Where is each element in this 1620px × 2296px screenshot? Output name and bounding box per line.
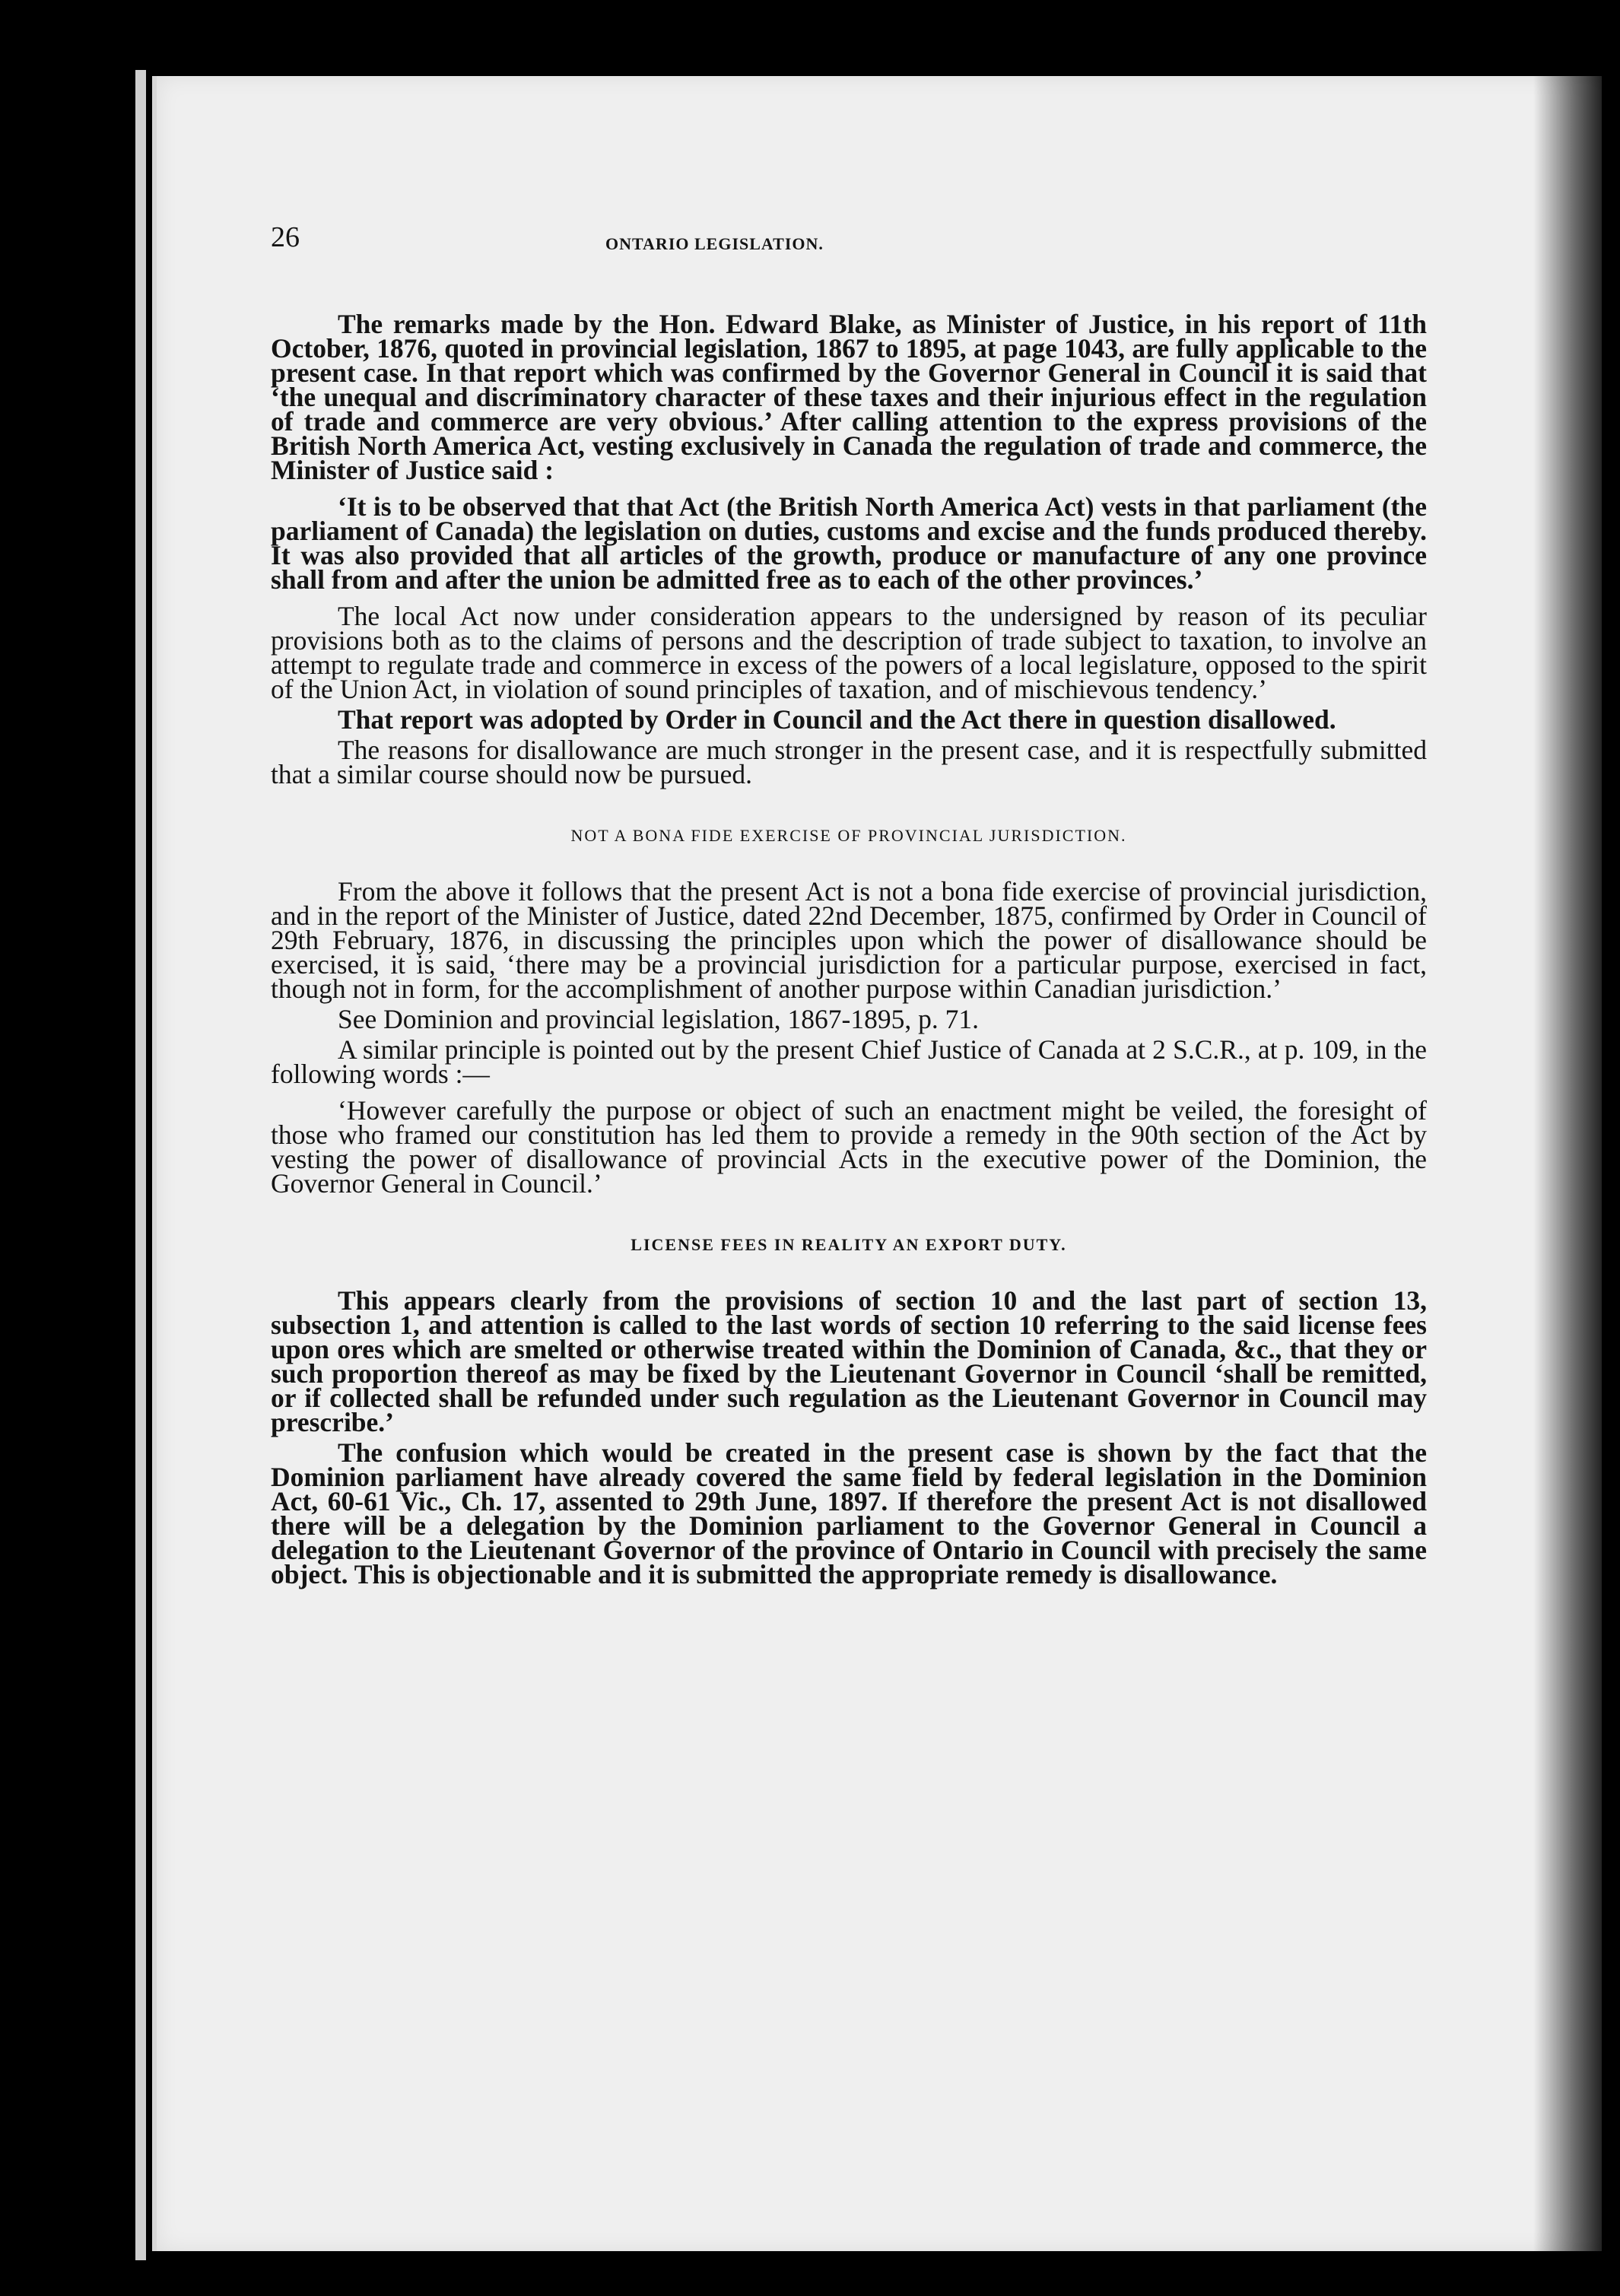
paragraph-blake-remarks: The remarks made by the Hon. Edward Blake, as Minister of Justice, in his report of 11th October, 1876, quoted in provincial legislation, 1867 to 1895, at page 1043, are fully applicable to the present case. In that report which was confirmed by the Governor General in Council it is said that ‘the unequal and discriminatory character of these taxes and their injurious effect in the regulation of trade and commerce are very obvious.’ After calling attention to the express provisions of the British North America Act, vesting exclusively in Canada the regulation of trade and commerce, the Minister of Justice said : bbox=[271, 309, 1427, 485]
paragraph-report-adopted: That report was adopted by Order in Council and the Act there in question disallowed. bbox=[338, 704, 1336, 735]
running-head bbox=[271, 221, 1427, 266]
paragraph-bona-fide: From the above it follows that the present Act is not a bona fide exercise of provincial jurisdiction, and in the report of the Minister of Justice, dated 22nd December, 1875, confirmed by Order in Council of 29th February, 1876, in discussing the principles upon which the power of disallowance should be exercised, it is said, ‘there may be a provincial jurisdiction for a particular purpose, exercised in fact, though not in form, for the accomplishment of another purpose within Canadian jurisdiction.’ bbox=[271, 876, 1427, 1004]
paragraph-local-act: The local Act now under consideration appears to the undersigned by reason of its peculiar provisions both as to the claims of persons and the description of trade subject to taxation, to involve an attempt to regulate trade and commerce in excess of the powers of a local legislature, opposed to the spirit of the Union Act, in violation of sound principles of taxation, and of mischievous tendency.’ bbox=[271, 601, 1427, 704]
section-heading-bona-fide: NOT A BONA FIDE EXERCISE OF PROVINCIAL JURISDICTION. bbox=[570, 826, 1127, 845]
paragraph-quote-foresight: ‘However carefully the purpose or object of such an enactment might be veiled, the foresight of those who framed our constitution has led them to provide a remedy in the 90th section of the Act by vesting the power of disallowance of provincial Acts in the executive power of the Dominion, the Governor General in Council.’ bbox=[271, 1095, 1427, 1199]
paragraph-quote-bna-act: ‘It is to be observed that that Act (the British North America Act) vests in that parliament (the parliament of Canada) the legislation on duties, customs and excise and the funds produced thereby. It was also provided that all articles of the growth, produce or manufacture of any one province shall from and after the union be admitted free as to each of the other provinces.’ bbox=[271, 491, 1427, 595]
paragraph-confusion: The confusion which would be created in the present case is shown by the fact that the Dominion parliament have already covered the same field by federal legislation in the Dominion Act, 60-61 Vic., Ch. 17, assented to 29th June, 1897. If therefore the present Act is not disallowed there will be a delegation by the Dominion parliament to the Governor General in Council a delegation to the Lieutenant Governor of the province of Ontario in Council with precisely the same object. This is objectionable and it is submitted the appropriate remedy is disallowance. bbox=[271, 1437, 1427, 1589]
text-column bbox=[271, 221, 1427, 1589]
document-page bbox=[152, 76, 1602, 2251]
book-page-edge bbox=[135, 70, 146, 2260]
binding-shadow bbox=[1533, 76, 1602, 2251]
paragraph-section-10: This appears clearly from the provisions of section 10 and the last part of section 13, subsection 1, and attention is called to the last words of section 10 referring to the said license fees upon ores which are smelted or otherwise treated within the Dominion of Canada, &c., that they or such proportion thereof as may be fixed by the Lieutenant Governor in Council ‘shall be remitted, or if collected shall be refunded under such regulation as the Lieutenant Governor in Council may prescribe.’ bbox=[271, 1285, 1427, 1437]
page-number: 26 bbox=[271, 221, 300, 253]
running-title: ONTARIO LEGISLATION. bbox=[605, 234, 824, 253]
paragraph-see-dominion: See Dominion and provincial legislation, 1867-1895, p. 71. bbox=[338, 1004, 980, 1034]
paragraph-chief-justice: A similar principle is pointed out by the present Chief Justice of Canada at 2 S.C.R., at p. 109, in the following words :— bbox=[271, 1034, 1427, 1089]
paragraph-reasons-disallowance: The reasons for disallowance are much stronger in the present case, and it is respectfully submitted that a similar course should now be pursued. bbox=[271, 735, 1427, 789]
section-heading-license-fees: LICENSE FEES IN REALITY AN EXPORT DUTY. bbox=[631, 1235, 1067, 1254]
